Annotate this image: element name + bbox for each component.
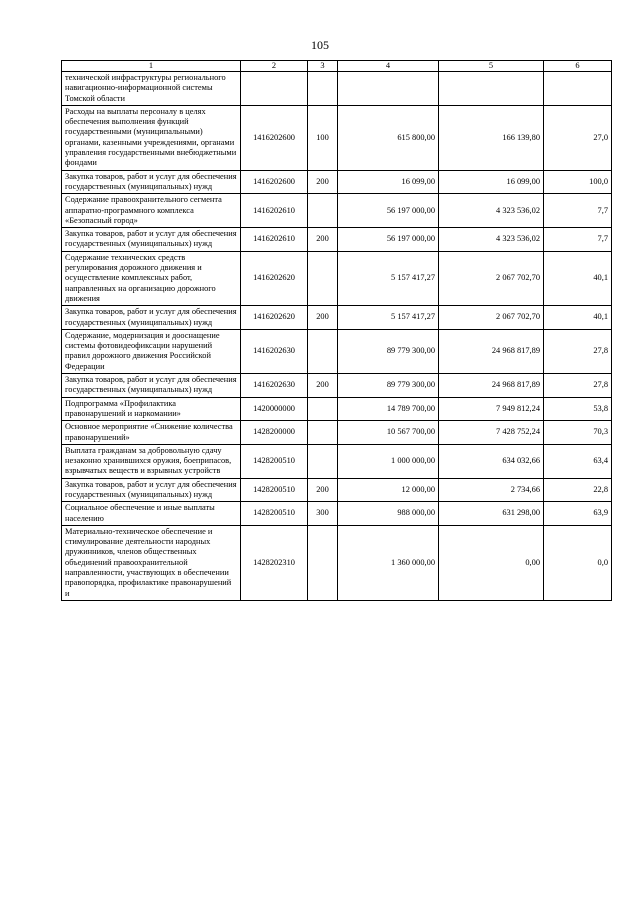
row-code: 1416202600 bbox=[241, 170, 308, 194]
table-row bbox=[62, 228, 612, 252]
row-fact: 4 323 536,02 bbox=[439, 228, 544, 252]
row-plan bbox=[338, 72, 439, 106]
row-plan: 14 789 700,00 bbox=[338, 397, 439, 421]
row-name: Содержание технических средств регулирования дорожного движения и осуществление комплексных работ, направленных на организацию дорожного движения bbox=[62, 251, 241, 305]
row-type bbox=[308, 72, 338, 106]
row-code bbox=[241, 72, 308, 106]
row-name: Закупка товаров, работ и услуг для обеспечения государственных (муниципальных) нужд bbox=[62, 374, 241, 398]
row-code: 1416202610 bbox=[241, 228, 308, 252]
row-percent: 27,0 bbox=[544, 105, 612, 170]
row-fact: 4 323 536,02 bbox=[439, 194, 544, 228]
row-fact: 0,00 bbox=[439, 525, 544, 600]
row-type: 200 bbox=[308, 478, 338, 502]
header-col-6: 6 bbox=[544, 61, 612, 72]
row-percent: 53,8 bbox=[544, 397, 612, 421]
table-row bbox=[62, 444, 612, 478]
row-percent: 63,9 bbox=[544, 502, 612, 526]
row-percent: 100,0 bbox=[544, 170, 612, 194]
row-plan: 56 197 000,00 bbox=[338, 194, 439, 228]
row-percent: 63,4 bbox=[544, 444, 612, 478]
row-type: 100 bbox=[308, 105, 338, 170]
table-row bbox=[62, 251, 612, 305]
row-name: Содержание, модернизация и дооснащение системы фотовидеофиксации нарушений правил дорожного движения Российской Федерации bbox=[62, 329, 241, 373]
row-plan: 1 360 000,00 bbox=[338, 525, 439, 600]
row-fact: 631 298,00 bbox=[439, 502, 544, 526]
row-type bbox=[308, 525, 338, 600]
row-fact: 2 734,66 bbox=[439, 478, 544, 502]
table-row bbox=[62, 397, 612, 421]
row-code: 1428202310 bbox=[241, 525, 308, 600]
row-percent: 27,8 bbox=[544, 374, 612, 398]
row-percent: 0,0 bbox=[544, 525, 612, 600]
row-fact: 24 968 817,89 bbox=[439, 329, 544, 373]
table-row bbox=[62, 421, 612, 445]
table-row bbox=[62, 170, 612, 194]
row-type: 200 bbox=[308, 228, 338, 252]
row-plan: 16 099,00 bbox=[338, 170, 439, 194]
row-name: Выплата гражданам за добровольную сдачу незаконно хранившихся оружия, боеприпасов, взрывчатых веществ и взрывных устройств bbox=[62, 444, 241, 478]
row-percent: 7,7 bbox=[544, 194, 612, 228]
row-type: 200 bbox=[308, 374, 338, 398]
header-col-5: 5 bbox=[439, 61, 544, 72]
row-type bbox=[308, 444, 338, 478]
budget-table bbox=[61, 60, 612, 601]
row-plan: 56 197 000,00 bbox=[338, 228, 439, 252]
row-plan: 89 779 300,00 bbox=[338, 329, 439, 373]
row-code: 1416202600 bbox=[241, 105, 308, 170]
row-code: 1416202620 bbox=[241, 251, 308, 305]
row-type bbox=[308, 251, 338, 305]
row-percent: 7,7 bbox=[544, 228, 612, 252]
table-row bbox=[62, 525, 612, 600]
row-type: 200 bbox=[308, 170, 338, 194]
row-type bbox=[308, 421, 338, 445]
row-fact: 7 428 752,24 bbox=[439, 421, 544, 445]
row-fact: 2 067 702,70 bbox=[439, 306, 544, 330]
row-plan: 988 000,00 bbox=[338, 502, 439, 526]
row-code: 1416202620 bbox=[241, 306, 308, 330]
row-fact: 7 949 812,24 bbox=[439, 397, 544, 421]
header-row bbox=[62, 61, 612, 72]
row-name: Основное мероприятие «Снижение количества правонарушений» bbox=[62, 421, 241, 445]
row-fact: 24 968 817,89 bbox=[439, 374, 544, 398]
table-row bbox=[62, 306, 612, 330]
header-col-1: 1 bbox=[62, 61, 241, 72]
row-percent: 70,3 bbox=[544, 421, 612, 445]
row-plan: 12 000,00 bbox=[338, 478, 439, 502]
row-fact: 166 139,80 bbox=[439, 105, 544, 170]
row-percent bbox=[544, 72, 612, 106]
row-plan: 615 800,00 bbox=[338, 105, 439, 170]
table-row bbox=[62, 194, 612, 228]
row-name: Расходы на выплаты персоналу в целях обеспечения выполнения функций государственными (муниципальными) органами, казенными учреждениями, органами управления государственными внебюджетными фондами bbox=[62, 105, 241, 170]
row-fact: 634 032,66 bbox=[439, 444, 544, 478]
row-plan: 5 157 417,27 bbox=[338, 251, 439, 305]
row-name: Закупка товаров, работ и услуг для обеспечения государственных (муниципальных) нужд bbox=[62, 306, 241, 330]
row-code: 1416202630 bbox=[241, 329, 308, 373]
row-plan: 5 157 417,27 bbox=[338, 306, 439, 330]
row-code: 1428200510 bbox=[241, 444, 308, 478]
row-type: 200 bbox=[308, 306, 338, 330]
table-row bbox=[62, 329, 612, 373]
row-name: Содержание правоохранительного сегмента аппаратно-программного комплекса «Безопасный город» bbox=[62, 194, 241, 228]
row-type bbox=[308, 194, 338, 228]
row-type bbox=[308, 329, 338, 373]
table-row bbox=[62, 374, 612, 398]
row-name: Закупка товаров, работ и услуг для обеспечения государственных (муниципальных) нужд bbox=[62, 478, 241, 502]
row-type: 300 bbox=[308, 502, 338, 526]
row-type bbox=[308, 397, 338, 421]
row-code: 1416202610 bbox=[241, 194, 308, 228]
row-code: 1420000000 bbox=[241, 397, 308, 421]
row-name: Подпрограмма «Профилактика правонарушений и наркомании» bbox=[62, 397, 241, 421]
table-row bbox=[62, 502, 612, 526]
page-number: 105 bbox=[311, 38, 329, 52]
header-col-3: 3 bbox=[308, 61, 338, 72]
row-name: Социальное обеспечение и иные выплаты населению bbox=[62, 502, 241, 526]
row-fact: 2 067 702,70 bbox=[439, 251, 544, 305]
table-row bbox=[62, 105, 612, 170]
row-fact bbox=[439, 72, 544, 106]
row-percent: 22,8 bbox=[544, 478, 612, 502]
header-col-4: 4 bbox=[338, 61, 439, 72]
row-plan: 89 779 300,00 bbox=[338, 374, 439, 398]
row-name: Закупка товаров, работ и услуг для обеспечения государственных (муниципальных) нужд bbox=[62, 228, 241, 252]
header-col-2: 2 bbox=[241, 61, 308, 72]
row-percent: 40,1 bbox=[544, 251, 612, 305]
row-plan: 1 000 000,00 bbox=[338, 444, 439, 478]
row-code: 1428200510 bbox=[241, 478, 308, 502]
row-percent: 27,8 bbox=[544, 329, 612, 373]
row-plan: 10 567 700,00 bbox=[338, 421, 439, 445]
table-row bbox=[62, 478, 612, 502]
row-code: 1428200510 bbox=[241, 502, 308, 526]
table-row bbox=[62, 72, 612, 106]
row-fact: 16 099,00 bbox=[439, 170, 544, 194]
row-name: Материально-техническое обеспечение и стимулирование деятельности народных дружинников, членов общественных объединений правоохранительной направленности, участвующих в обеспечении правопорядка, профилактике правонарушений и bbox=[62, 525, 241, 600]
row-name: Закупка товаров, работ и услуг для обеспечения государственных (муниципальных) нужд bbox=[62, 170, 241, 194]
row-code: 1428200000 bbox=[241, 421, 308, 445]
row-code: 1416202630 bbox=[241, 374, 308, 398]
row-percent: 40,1 bbox=[544, 306, 612, 330]
row-name: технической инфраструктуры регионального навигационно-информационной системы Томской области bbox=[62, 72, 241, 106]
